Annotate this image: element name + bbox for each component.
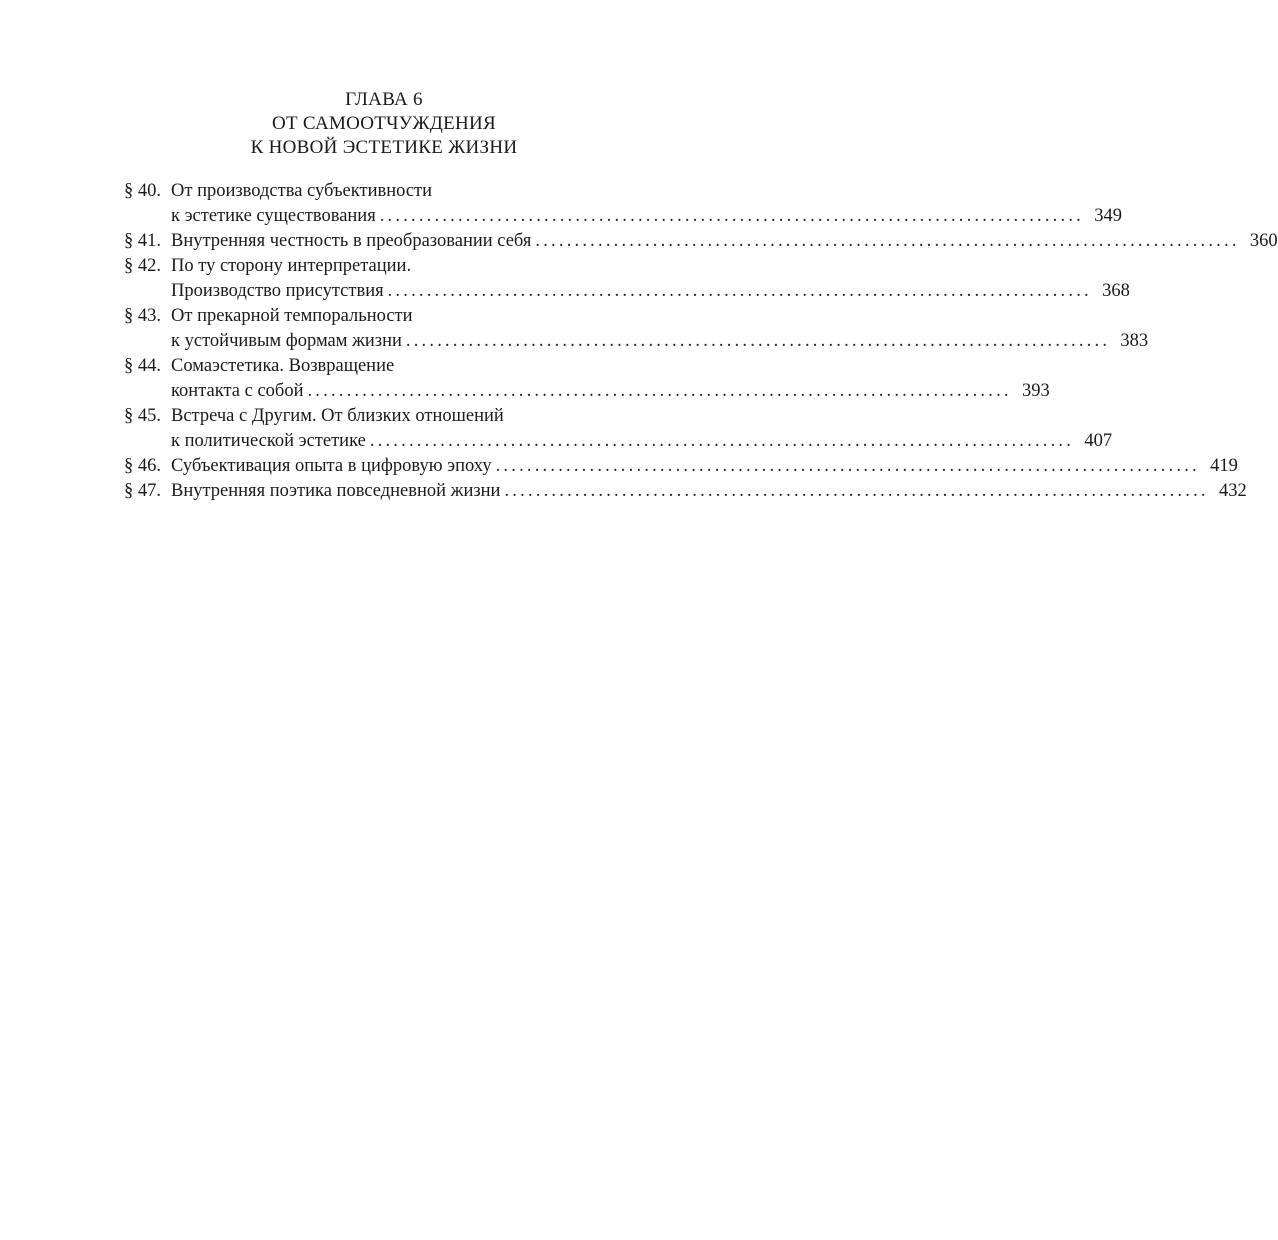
page-number: 419 — [1210, 456, 1238, 476]
entry-title-line-1: Внутренняя честность в преобразовании себя — [171, 231, 532, 251]
dot-leader: .......................................................................................... — [387, 281, 1092, 301]
entry-title-line-1: Внутренняя поэтика повседневной жизни — [171, 481, 501, 501]
dot-leader: .......................................................................................... — [495, 456, 1200, 476]
chapter-label: ГЛАВА 6 — [345, 89, 423, 110]
section-number: § 44. — [124, 356, 161, 376]
entry-title-line-1: От производства субъективности — [171, 181, 433, 201]
entry-title-line-1: Встреча с Другим. От близких отношений — [171, 406, 504, 426]
section-number: § 47. — [124, 481, 161, 501]
page-number: 393 — [1021, 381, 1050, 401]
entry-title-line-2: Производство присутствия — [171, 281, 384, 301]
toc-entry-46[interactable] — [124, 454, 1238, 479]
entry-title-line-1: Сомаэстетика. Возвращение — [171, 356, 395, 376]
section-number: § 46. — [124, 456, 161, 476]
toc-entry-40[interactable] — [124, 179, 1122, 229]
entry-title-line-2: к устойчивым формам жизни — [171, 331, 402, 351]
table-of-contents — [124, 179, 1278, 504]
page-number: 383 — [1120, 331, 1149, 351]
dot-leader: .......................................................................................... — [379, 206, 1084, 226]
dot-leader: .......................................................................................... — [535, 231, 1240, 251]
entry-title-line-1: От прекарной темпоральности — [171, 306, 413, 326]
toc-entry-47[interactable] — [124, 479, 1247, 504]
page-number: 432 — [1218, 481, 1247, 501]
section-number: § 43. — [124, 306, 161, 326]
entry-title-line-2: контакта с собой — [171, 381, 304, 401]
entry-title-line-2: к эстетике существования — [171, 206, 376, 226]
entry-title-line-1: Субъективация опыта в цифровую эпоху — [171, 456, 492, 476]
toc-entry-41[interactable] — [124, 229, 1278, 254]
chapter-heading — [0, 88, 768, 160]
page-number: 368 — [1102, 281, 1130, 301]
chapter-title-line-2: К НОВОЙ ЭСТЕТИКЕ ЖИЗНИ — [250, 137, 518, 158]
section-number: § 41. — [124, 231, 161, 251]
page-number: 349 — [1094, 206, 1122, 226]
page-number: 360 — [1249, 231, 1278, 251]
dot-leader: .......................................................................................... — [307, 381, 1012, 401]
entry-title-line-1: По ту сторону интерпретации. — [171, 256, 412, 276]
toc-entry-42[interactable] — [124, 254, 1130, 304]
page-number: 407 — [1084, 431, 1113, 451]
toc-entry-44[interactable] — [124, 354, 1050, 404]
dot-leader: .......................................................................................... — [405, 331, 1111, 351]
toc-entry-45[interactable] — [124, 404, 1113, 454]
dot-leader: .......................................................................................... — [369, 431, 1075, 451]
chapter-title-line-1: ОТ САМООТЧУЖДЕНИЯ — [271, 113, 497, 134]
section-number: § 45. — [124, 406, 161, 426]
section-number: § 42. — [124, 256, 161, 276]
toc-entry-43[interactable] — [124, 304, 1149, 354]
dot-leader: .......................................................................................... — [504, 481, 1209, 501]
entry-title-line-2: к политической эстетике — [171, 431, 366, 451]
section-number: § 40. — [124, 181, 161, 201]
